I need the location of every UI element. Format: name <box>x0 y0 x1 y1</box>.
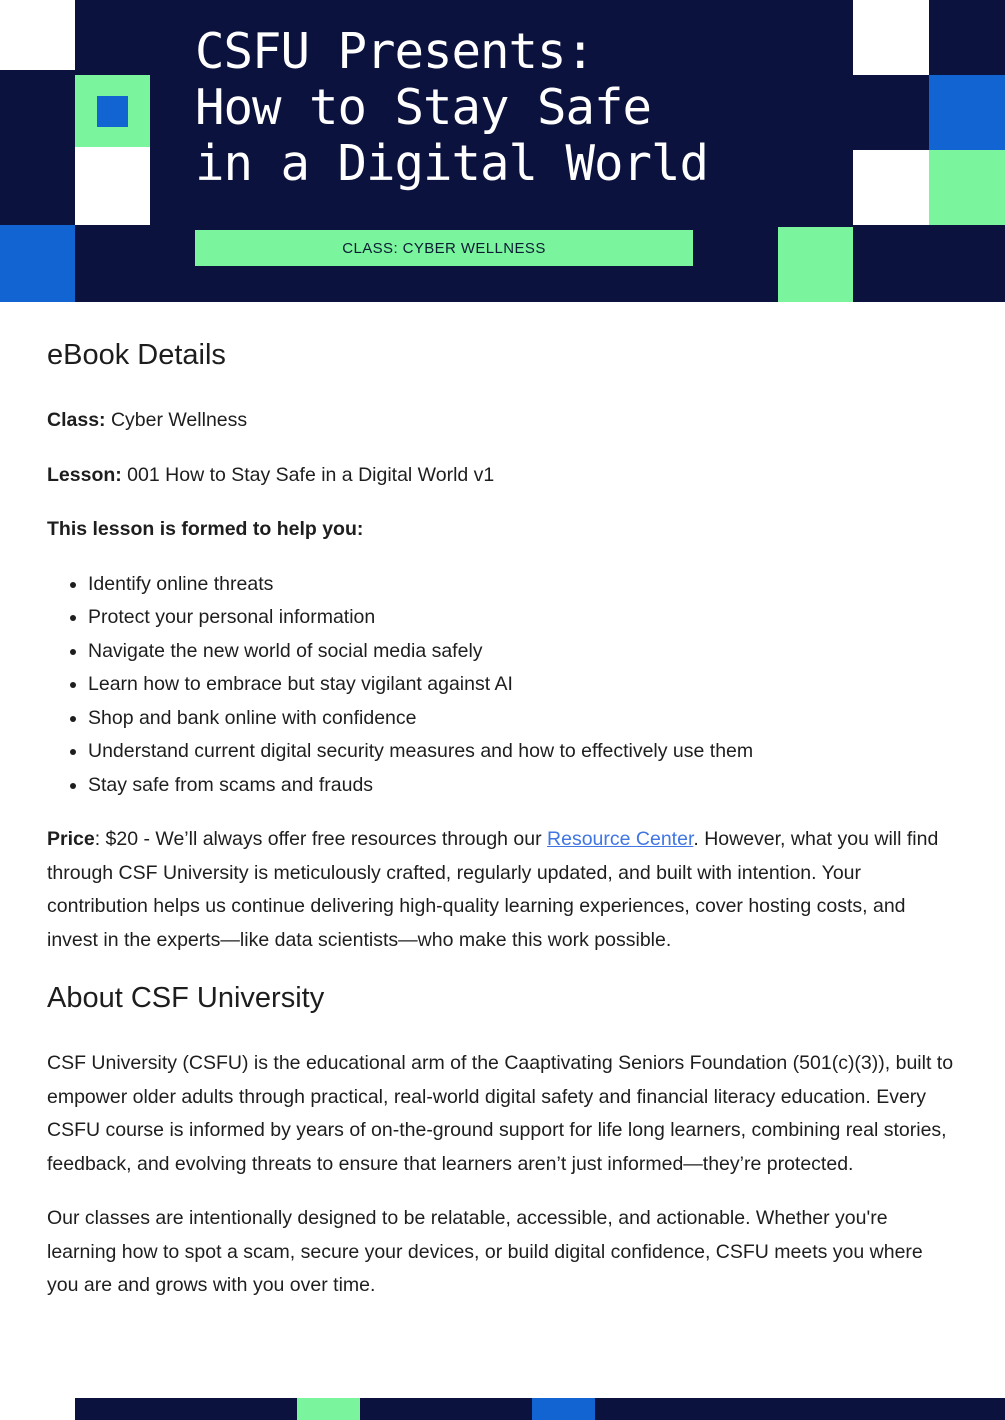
footer-green-square <box>297 1398 360 1420</box>
about-heading: About CSF University <box>47 982 325 1014</box>
document-body <box>0 338 1005 1303</box>
deco-white-square-top-right <box>853 0 929 75</box>
goal-item: • Understand current digital security measures and how to effectively use them <box>88 735 958 769</box>
class-value: Cyber Wellness <box>105 409 248 431</box>
class-label: Class: <box>47 409 106 431</box>
class-badge <box>195 230 693 266</box>
lesson-line <box>47 459 958 493</box>
footer-banner <box>0 1398 1005 1420</box>
goal-item: • Learn how to embrace but stay vigilant against AI <box>88 668 958 702</box>
hero-title-line-1: CSFU Presents: <box>195 23 595 80</box>
class-line <box>47 404 958 438</box>
about-paragraph-2: Our classes are intentionally designed to be relatable, accessible, and actionable. Whether you're learning how to spot a scam, secure your devices, or build digital confidence, CSFU meets you where you are and grows with you over time. <box>47 1207 923 1296</box>
price-label: Price <box>47 828 95 850</box>
price-text-before-link: : $20 - We’ll always offer free resources through our <box>94 828 548 850</box>
lesson-value: 001 How to Stay Safe in a Digital World v1 <box>121 463 495 486</box>
hero-title <box>195 24 815 192</box>
hero-title-line-2: How to Stay Safe <box>195 79 652 136</box>
deco-white-square-left <box>75 147 150 225</box>
deco-green-square-bottom <box>778 227 853 302</box>
price-paragraph <box>47 823 958 957</box>
deco-blue-square-bottom-left <box>0 225 75 302</box>
goals-intro: This lesson is formed to help you: <box>47 518 364 540</box>
about-paragraph-1: CSF University (CSFU) is the educational arm of the Caaptivating Seniors Foundation (501(c)(3)), built to empower older adults through practical, real-world digital safety and financial literacy education. Every CSFU course is informed by years of on-the-ground support for life long learners, combining real stories, feedback, and evolving threats to ensure that learners aren’t just informed—they’re protected. <box>47 1052 954 1175</box>
deco-white-square-right <box>853 150 929 225</box>
goal-item: • Shop and bank online with confidence <box>88 702 958 736</box>
deco-green-square-right <box>929 150 1005 225</box>
class-badge-label: CLASS: CYBER WELLNESS <box>342 239 546 257</box>
hero-banner <box>0 0 1005 302</box>
deco-blue-inner-square <box>97 96 128 127</box>
deco-navy-square-left <box>0 70 75 225</box>
goals-list <box>47 568 958 803</box>
goal-item: • Stay safe from scams and frauds <box>88 769 958 803</box>
deco-green-square-left <box>75 75 150 147</box>
price-text-after-link: . However, what you will find through CSF University is meticulously crafted, regularly updated, and built with intention. Your contribution helps us continue delivering high-quality learning experiences, cover hosting costs, and invest in the experts—like data scientists—who make this work possible. <box>47 828 939 951</box>
goal-item: • Protect your personal information <box>88 601 958 635</box>
lesson-label: Lesson: <box>47 463 122 486</box>
resource-center-link[interactable]: Resource Center <box>547 828 694 850</box>
hero-title-line-3: in a Digital World <box>195 135 709 192</box>
goal-item: • Identify online threats <box>88 568 958 602</box>
goal-item: • Navigate the new world of social media safely <box>88 635 958 669</box>
deco-blue-square-right <box>929 75 1005 150</box>
ebook-details-heading: eBook Details <box>47 339 226 371</box>
footer-blue-square <box>532 1398 595 1420</box>
